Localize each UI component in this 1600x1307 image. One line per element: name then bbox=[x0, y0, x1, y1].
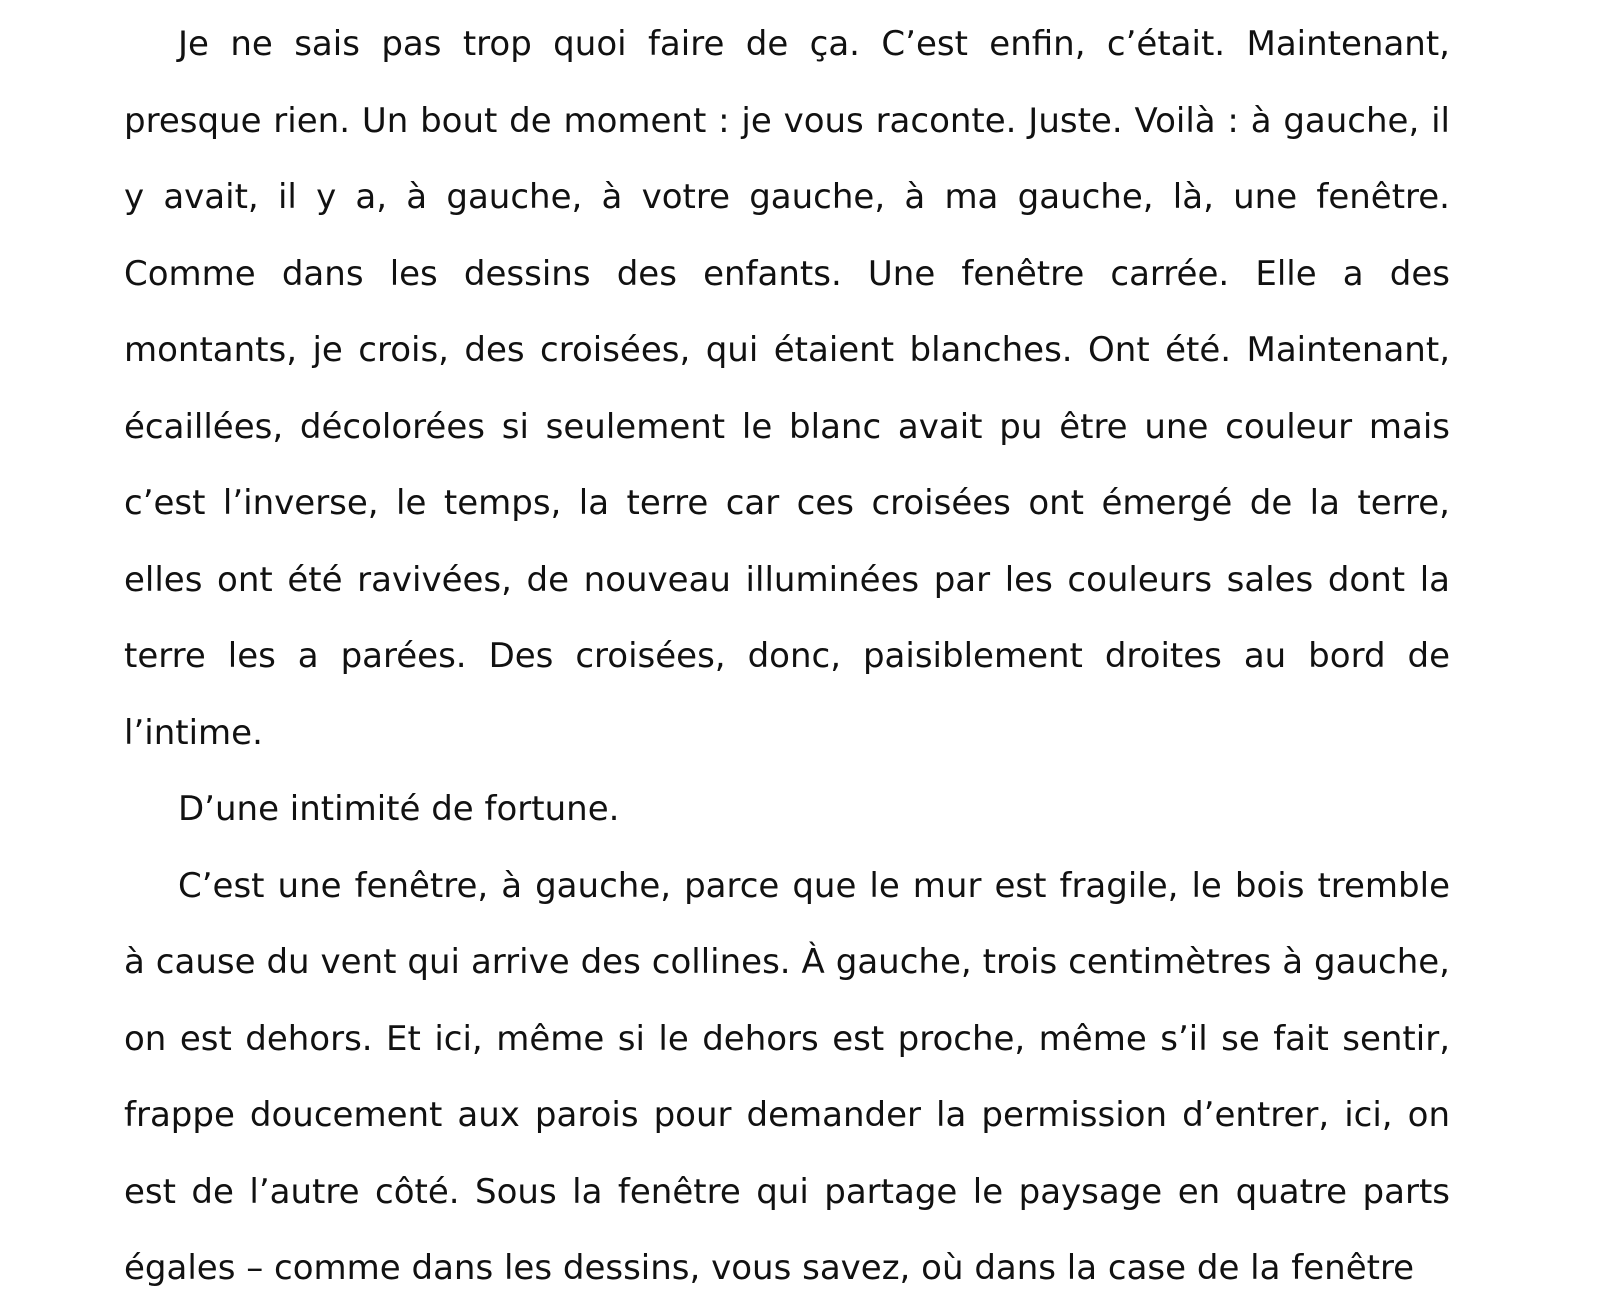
document-page bbox=[124, 6, 1450, 1307]
paragraph-3: C’est une fenêtre, à gauche, parce que le mur est fragile, le bois tremble à cause du vent qui arrive des collines. À gauche, trois centimètres à gauche, on est dehors. Et ici, même si le dehors est proche, même s’il se fait sentir, frappe doucement aux parois pour demander la permission d’entrer, ici, on est de l’autre côté. Sous la fenêtre qui partage le paysage en quatre parts égales – comme dans les dessins, vous savez, où dans la case de la fenêtre bbox=[124, 865, 1450, 1288]
paragraph-2: D’une intimité de fortune. bbox=[178, 789, 620, 829]
paragraph-1: Je ne sais pas trop quoi faire de ça. C’est enfin, c’était. Maintenant, presque rien. Un bout de moment : je vous raconte. Juste. Voilà : à gauche, il y avait, il y a, à gauche, à votre gauche, à ma gauche, là, une fenêtre. Comme dans les dessins des enfants. Une fenêtre carrée. Elle a des montants, je crois, des croisées, qui étaient blanches. Ont été. Maintenant, écaillées, décolorées si seulement le blanc avait pu être une couleur mais c’est l’inverse, le temps, la terre car ces croisées ont émergé de la terre, elles ont été ravivées, de nouveau illuminées par les couleurs sales dont la terre les a parées. Des croisées, donc, paisiblement droites au bord de l’intime. bbox=[124, 24, 1450, 753]
